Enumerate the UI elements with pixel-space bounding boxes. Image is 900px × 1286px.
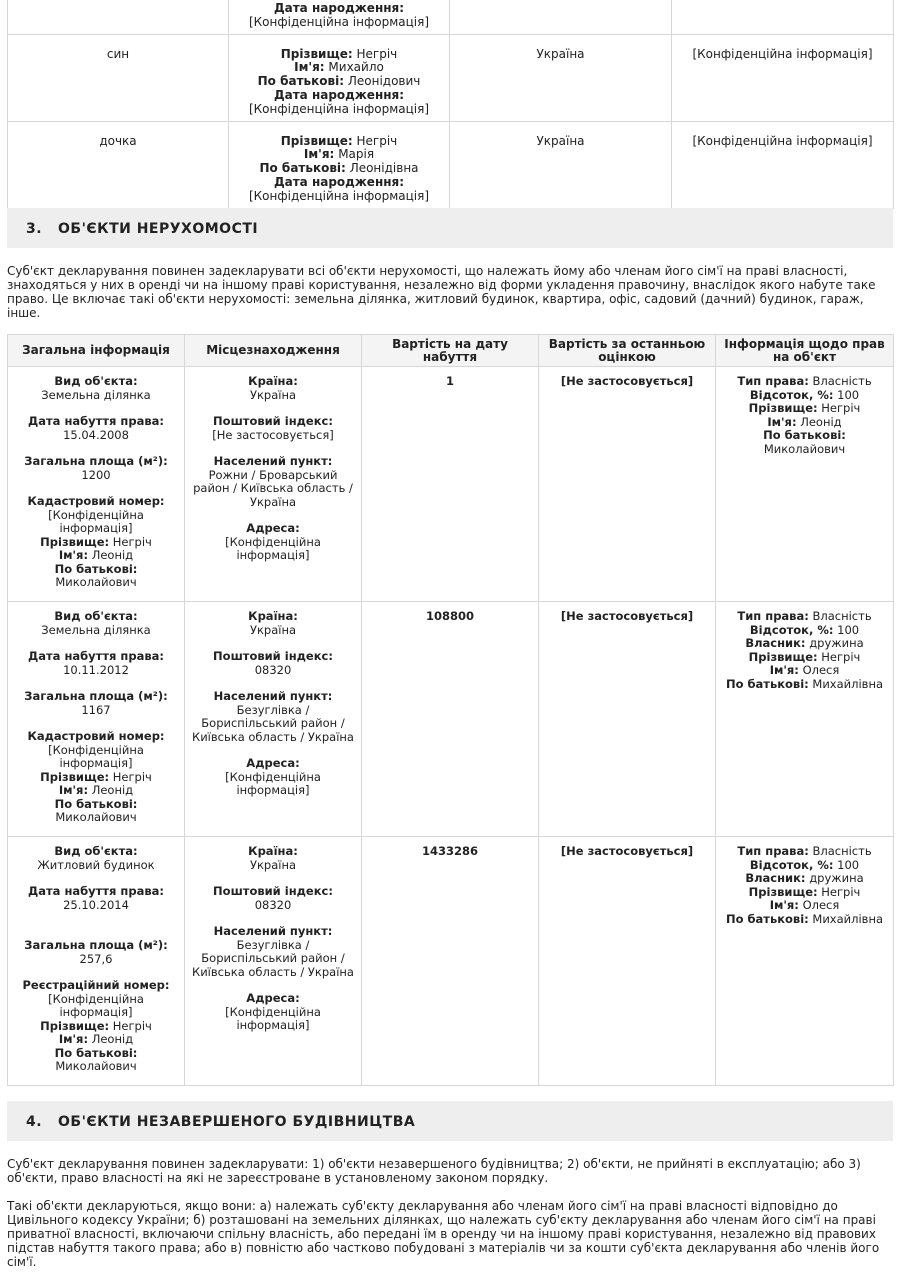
location-cell: Країна: Україна Поштовий індекс: 08320 Населений пункт: Безуглівка / Бориспільський район / Київська область / Україна Адреса: [Конфіденційна інформація] — [185, 837, 362, 1086]
section-3-intro: Суб'єкт декларування повинен задекларувати всі об'єкти нерухомості, що належать йому або членам його сім'ї на праві власності, знаходяться у них в оренді чи на іншому праві користування, незалежно від форми укладення правочину, внаслідок якого набуте таке право. Це включає такі об'єкти нерухомості: земельна ділянка, житловий будинок, квартира, офіс, садовий (дачний) будинок, гараж, інше. — [7, 264, 876, 320]
relation-cell: дочка — [8, 121, 229, 208]
general-info-cell: Вид об'єкта: Житловий будинок Дата набуття права: 25.10.2014 Загальна площа (м²): 257,6 Реєстраційний номер: [Конфіденційна інформація] Прізвище: Негріч Ім'я: Леонід По батькові: Миколайович — [8, 837, 185, 1086]
citizenship-cell: Україна — [450, 121, 672, 208]
address-cell: [Конфіденційна інформація] — [672, 121, 894, 208]
person-cell: Прізвище: Негріч Ім'я: Михайло По батькові: Леонідович Дата народження: [Конфіденційна інформація] — [229, 34, 450, 121]
rights-cell: Тип права: Власність Відсоток, %: 100 Прізвище: Негріч Ім'я: Леонід По батькові: Миколайович — [716, 367, 894, 602]
general-info-cell: Вид об'єкта: Земельна ділянка Дата набуття права: 10.11.2012 Загальна площа (м²): 1167 Кадастровий номер: [Конфіденційна інформація] Прізвище: Негріч Ім'я: Леонід По батькові: Миколайович — [8, 602, 185, 837]
real-estate-table — [7, 334, 894, 1086]
relation-cell — [8, 0, 229, 34]
cost-evaluation-cell: [Не застосовується] — [539, 837, 716, 1086]
section-3-header — [7, 208, 893, 248]
family-members-table — [7, 0, 894, 209]
section-4-header — [7, 1101, 893, 1141]
person-cell: Дата народження: [Конфіденційна інформація] — [229, 0, 450, 34]
cost-acquisition-cell: 108800 — [362, 602, 539, 837]
table-row — [8, 121, 894, 208]
location-cell: Країна: Україна Поштовий індекс: 08320 Населений пункт: Безуглівка / Бориспільський район / Київська область / Україна Адреса: [Конфіденційна інформація] — [185, 602, 362, 837]
section-number: 3. — [26, 221, 43, 237]
citizenship-cell — [450, 0, 672, 34]
rights-cell: Тип права: Власність Відсоток, %: 100 Власник: дружина Прізвище: Негріч Ім'я: Олеся По батькові: Михайлівна — [716, 602, 894, 837]
person-cell: Прізвище: Негріч Ім'я: Марія По батькові: Леонідівна Дата народження: [Конфіденційна інформація] — [229, 121, 450, 208]
section-title: ОБ'ЄКТИ НЕРУХОМОСТІ — [58, 221, 259, 237]
address-cell — [672, 0, 894, 34]
section-4-conditions: Такі об'єкти декларуються, якщо вони: а) належать суб'єкту декларування або членам його сім'ї на праві власності відповідно до Цивільного кодексу України; б) розташовані на земельних ділянках, що належать суб'єкту декларування або членам його сім'ї на праві приватної власності, включаючи спільну власність, або передані їм в оренду чи на іншому праві користування, незалежно від правових підстав набуття такого права; або в) повністю або частково побудовані з матеріалів чи за кошти суб'єкта декларування або членів його сім'ї. — [7, 1199, 880, 1269]
table-row — [8, 34, 894, 121]
table-header-row — [8, 335, 894, 367]
table-row — [8, 0, 894, 34]
address-cell: [Конфіденційна інформація] — [672, 34, 894, 121]
table-row — [8, 602, 894, 837]
section-number: 4. — [26, 1114, 43, 1130]
table-row — [8, 837, 894, 1086]
column-header: Місцезнаходження — [185, 335, 362, 367]
column-header: Вартість на дату набуття — [362, 335, 539, 367]
cost-evaluation-cell: [Не застосовується] — [539, 602, 716, 837]
cost-acquisition-cell: 1433286 — [362, 837, 539, 1086]
cost-acquisition-cell: 1 — [362, 367, 539, 602]
cost-evaluation-cell: [Не застосовується] — [539, 367, 716, 602]
column-header: Загальна інформація — [8, 335, 185, 367]
section-title: ОБ'ЄКТИ НЕЗАВЕРШЕНОГО БУДІВНИЦТВА — [58, 1114, 416, 1130]
general-info-cell: Вид об'єкта: Земельна ділянка Дата набуття права: 15.04.2008 Загальна площа (м²): 1200 Кадастровий номер: [Конфіденційна інформація] Прізвище: Негріч Ім'я: Леонід По батькові: Миколайович — [8, 367, 185, 602]
column-header: Інформація щодо прав на об'єкт — [716, 335, 894, 367]
section-4-intro: Суб'єкт декларування повинен задекларувати: 1) об'єкти незавершеного будівництва; 2) об'єкти, не прийняті в експлуатацію; або 3) об'єкти, право власності на які не зареєстроване в установленому законом порядку. — [7, 1157, 861, 1185]
column-header: Вартість за останньою оцінкою — [539, 335, 716, 367]
rights-cell: Тип права: Власність Відсоток, %: 100 Власник: дружина Прізвище: Негріч Ім'я: Олеся По батькові: Михайлівна — [716, 837, 894, 1086]
citizenship-cell: Україна — [450, 34, 672, 121]
table-row — [8, 367, 894, 602]
location-cell: Країна: Україна Поштовий індекс: [Не застосовується] Населений пункт: Рожни / Броварський район / Київська область / Україна Адреса: [Конфіденційна інформація] — [185, 367, 362, 602]
relation-cell: син — [8, 34, 229, 121]
